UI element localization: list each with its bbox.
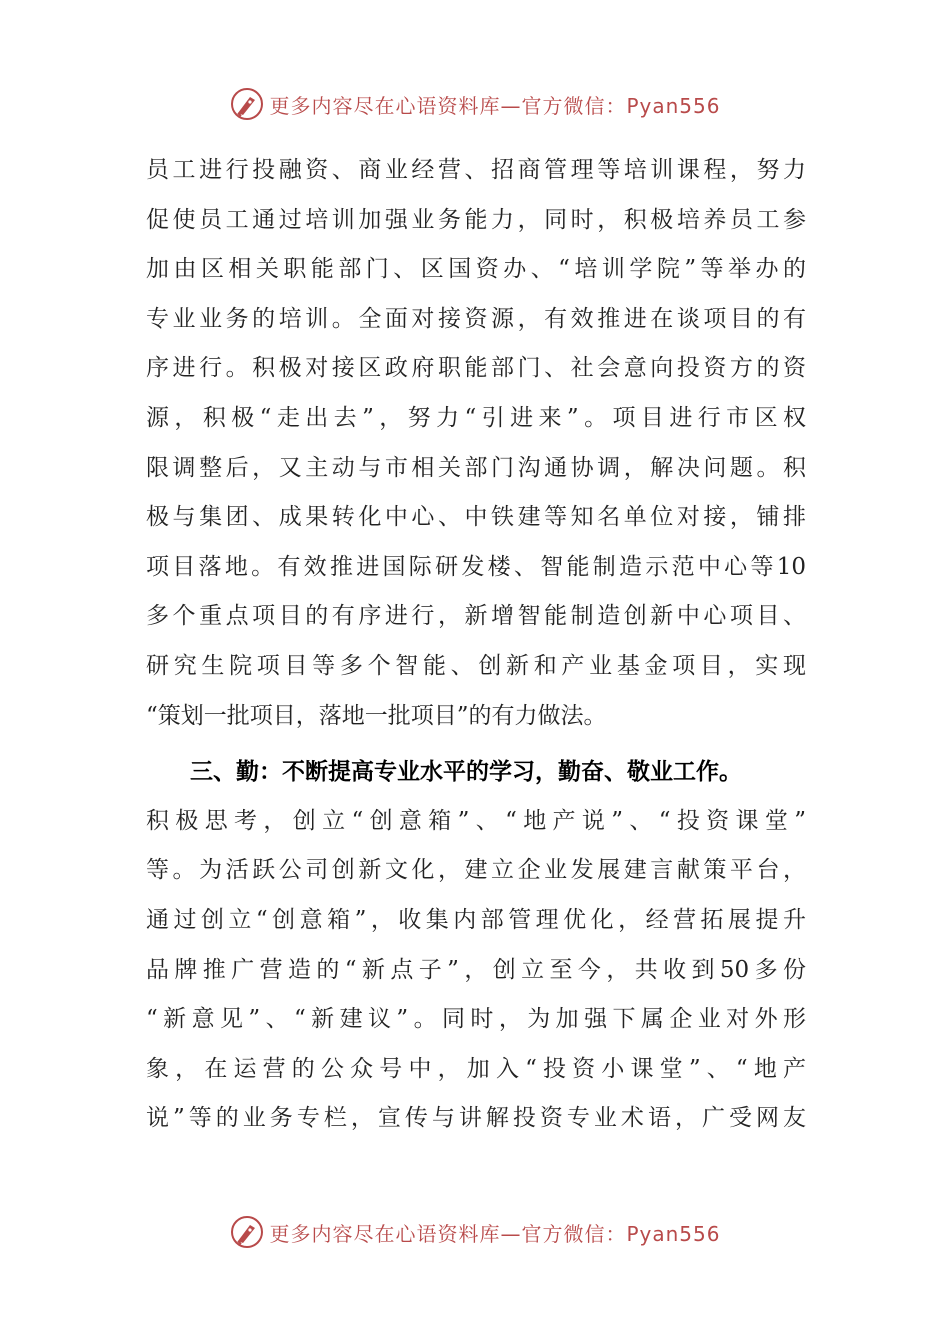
text-line: 品牌推广营造的“新点子”，创立至今，共收到50多份 [146, 956, 806, 983]
text-line: “新意见”、“新建议”。同时，为加强下属企业对外形 [146, 1006, 806, 1033]
pen-nib-icon [229, 1214, 265, 1250]
text-line: 员工进行投融资、商业经营、招商管理等培训课程，努力 [146, 157, 806, 183]
banner-text: 更多内容尽在心语资料库—官方微信：Pyan556 [269, 93, 721, 118]
text-line: 序进行。积极对接区政府职能部门、社会意向投资方的资 [146, 355, 806, 382]
pen-nib-icon [229, 86, 265, 122]
text-line: “策划一批项目，落地一批项目”的有力做法。 [146, 702, 607, 729]
banner-text: 更多内容尽在心语资料库—官方微信：Pyan556 [269, 1221, 721, 1246]
text-line: 象，在运营的公众号中，加入“投资小课堂”、“地产 [146, 1055, 806, 1082]
text-line: 促使员工通过培训加强业务能力，同时，积极培养员工参 [146, 206, 806, 233]
header-banner [0, 84, 950, 124]
text-line: 通过创立“创意箱”，收集内部管理优化，经营拓展提升 [146, 906, 806, 933]
text-line: 说”等的业务专栏，宣传与讲解投资专业术语，广受网友 [146, 1105, 806, 1132]
paragraph [146, 146, 806, 741]
text-line: 积极思考，创立“创意箱”、“地产说”、“投资课堂” [146, 807, 806, 834]
text-line: 多个重点项目的有序进行，新增智能制造创新中心项目、 [146, 603, 806, 630]
footer-banner [0, 1212, 950, 1252]
paragraph [146, 747, 806, 1144]
section-heading: 三、勤：不断提高专业水平的学习，勤奋、敬业工作。 [190, 758, 742, 786]
text-line: 极与集团、成果转化中心、中铁建等知名单位对接，铺排 [146, 504, 806, 531]
text-line: 专业业务的培训。全面对接资源，有效推进在谈项目的有 [146, 305, 806, 332]
text-line: 等。为活跃公司创新文化，建立企业发展建言献策平台， [146, 857, 806, 884]
text-line: 研究生院项目等多个智能、创新和产业基金项目，实现 [146, 652, 806, 679]
text-line: 加由区相关职能部门、区国资办、“培训学院”等举办的 [146, 256, 806, 283]
document-body [146, 146, 806, 1144]
text-line: 源，积极“走出去”，努力“引进来”。项目进行市区权 [146, 404, 806, 431]
text-line: 限调整后，又主动与市相关部门沟通协调，解决问题。积 [146, 454, 806, 481]
text-line: 项目落地。有效推进国际研发楼、智能制造示范中心等10 [146, 553, 806, 580]
